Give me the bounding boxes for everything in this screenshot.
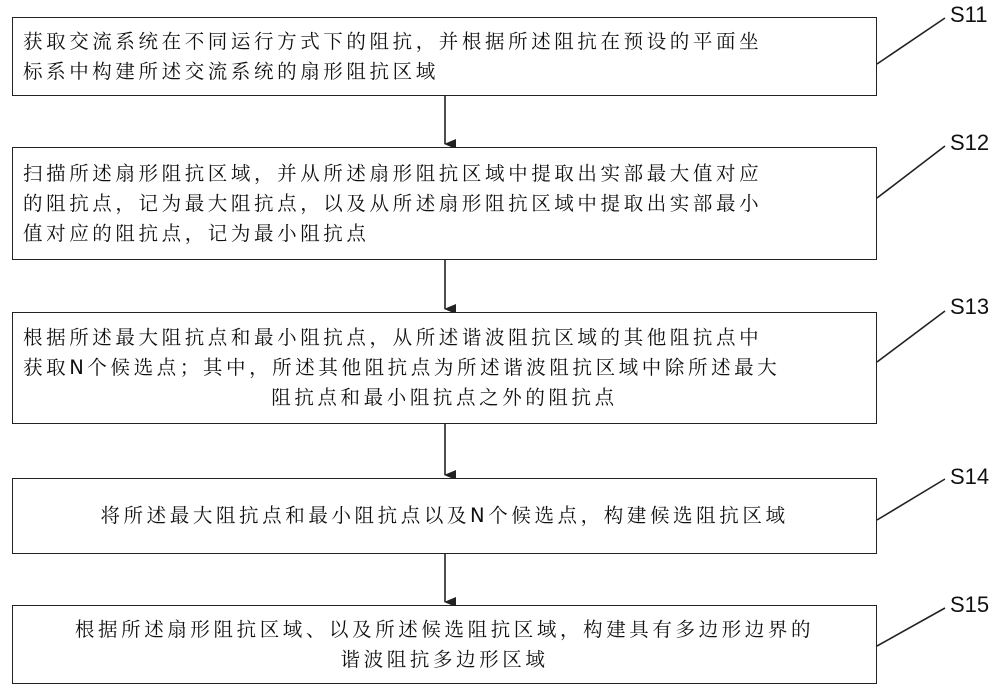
step-text-line: 获取N个候选点；其中，所述其他阻抗点为所述谐波阻抗区域中除所述最大 [23, 356, 781, 379]
step-label-s11: S11 [950, 2, 988, 27]
leader-s13 [877, 311, 945, 362]
step-label-s15: S15 [950, 592, 990, 617]
step-box-s12 [12, 147, 877, 260]
step-text-line: 标系中构建所述交流系统的扇形阻抗区域 [23, 59, 439, 83]
step-label-s12: S12 [950, 130, 990, 155]
step-box-s15 [12, 605, 877, 684]
step-text-line: 根据所述扇形阻抗区域、以及所述候选阻抗区域，构建具有多边形边界的 [74, 617, 815, 641]
step-text-line: 值对应的阻抗点，记为最小阻抗点 [23, 221, 370, 245]
step-text-line: 将所述最大阻抗点和最小阻抗点以及N个候选点，构建候选阻抗区域 [100, 504, 789, 527]
step-text-line: 谐波阻抗多边形区域 [340, 647, 549, 671]
leader-s11 [877, 18, 945, 64]
step-box-s11 [12, 17, 877, 96]
leader-s14 [877, 479, 945, 520]
leader-s15 [877, 608, 945, 646]
step-text-line: 的阻抗点，记为最大阻抗点，以及从所述扇形阻抗区域中提取出实部最小 [23, 191, 763, 215]
step-box-s13 [12, 312, 877, 424]
step-text-line: 根据所述最大阻抗点和最小阻抗点，从所述谐波阻抗区域的其他阻抗点中 [23, 326, 763, 349]
step-label-s13: S13 [950, 294, 990, 319]
step-label-s14: S14 [950, 464, 990, 489]
step-text-line: 扫描所述扇形阻抗区域，并从所述扇形阻抗区域中提取出实部最大值对应 [23, 161, 763, 185]
step-box-s14 [12, 478, 877, 554]
leader-s12 [877, 146, 945, 198]
step-text-line: 获取交流系统在不同运行方式下的阻抗，并根据所述阻抗在预设的平面坐 [23, 29, 763, 53]
step-text-line: 阻抗点和最小阻抗点之外的阻抗点 [271, 386, 618, 409]
